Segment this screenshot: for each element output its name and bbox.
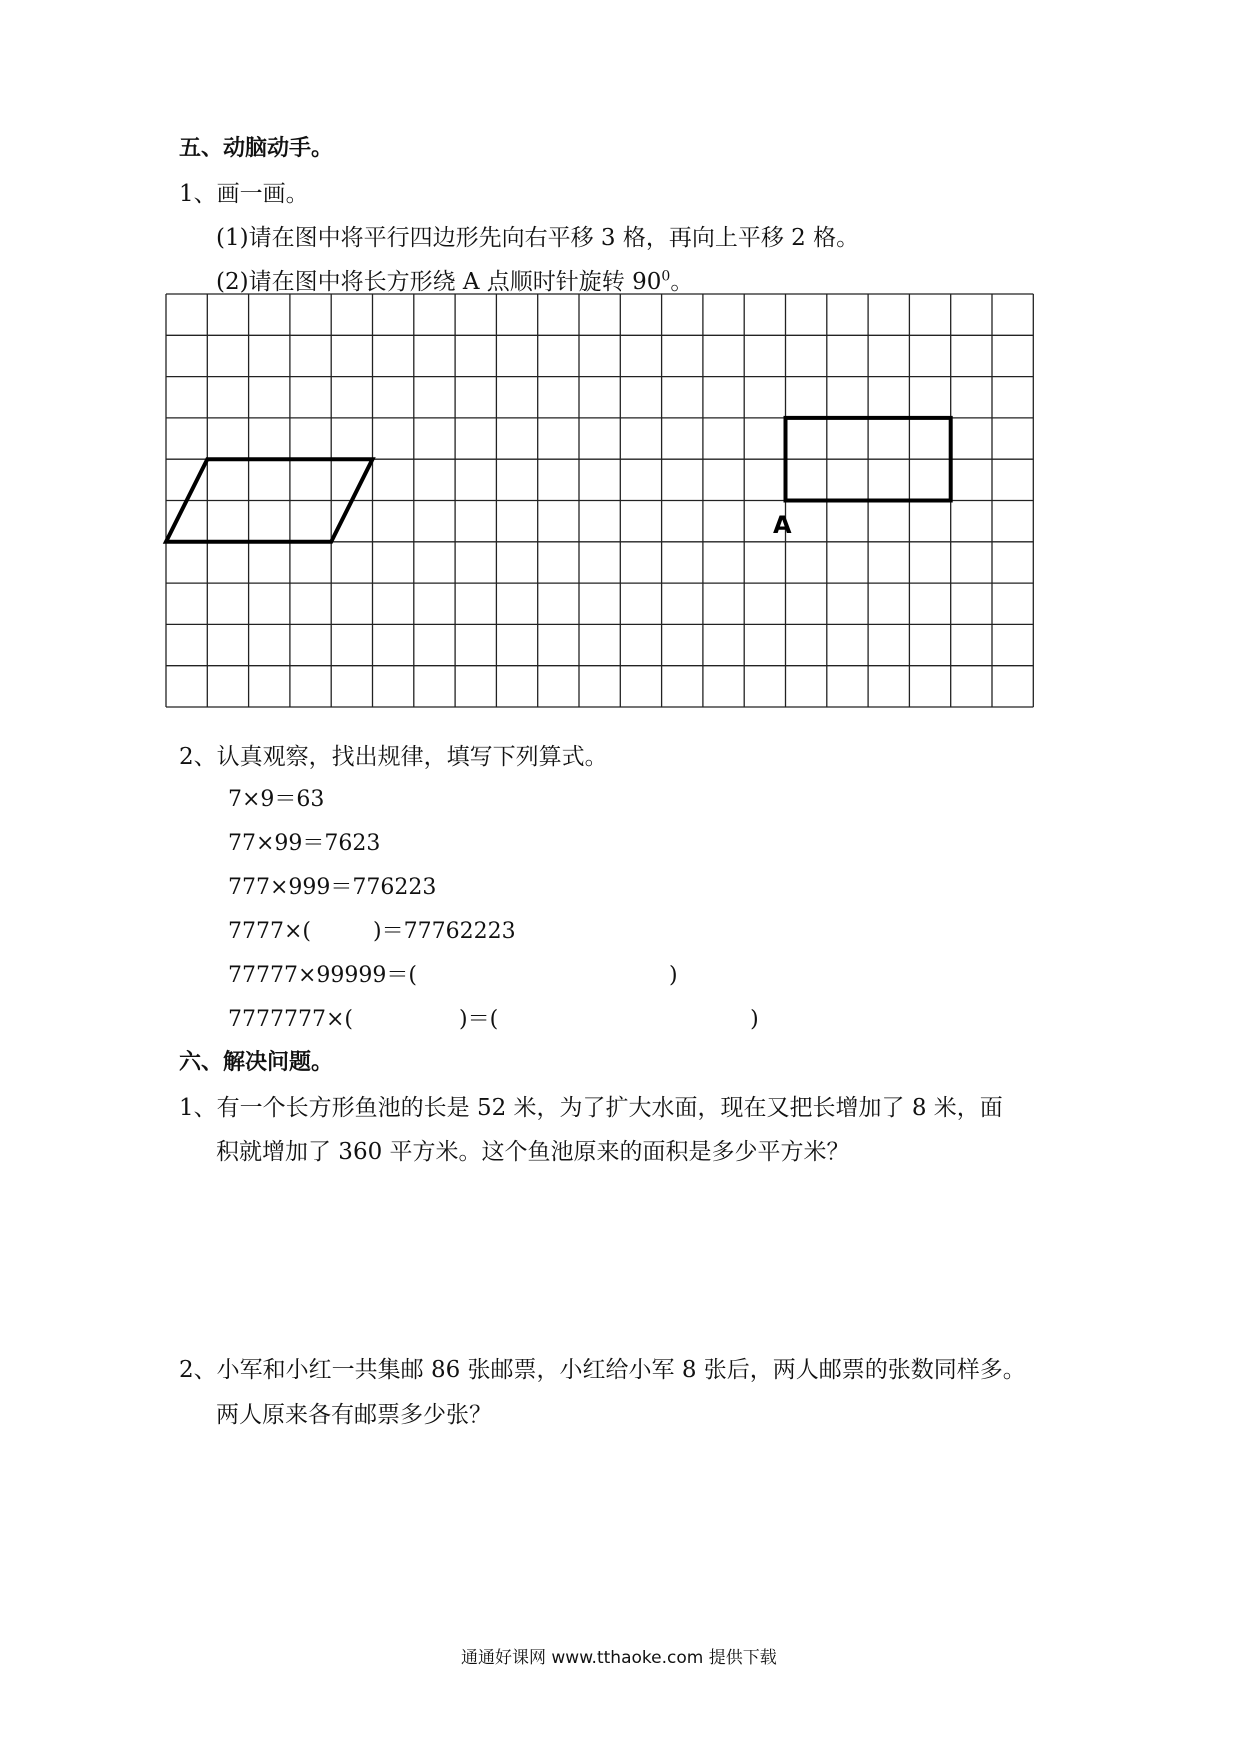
footer-credit: 通通好课网 www.tthaoke.com 提供下载 (461, 1648, 777, 1668)
problem-1-line-2: 积就增加了 360 平方米。这个鱼池原来的面积是多少平方米？ (216, 1139, 850, 1165)
problem-2-line-2: 两人原来各有邮票多少张？ (216, 1402, 492, 1428)
part-2-end: 。 (670, 269, 694, 295)
problem-2-line-1: 2、小军和小红一共集邮 86 张邮票，小红给小军 8 张后，两人邮票的张数同样多。 (179, 1357, 1026, 1383)
equation-1: 7×9＝63 (228, 787, 325, 812)
section-five-title: 五、动脑动手。 (179, 135, 334, 161)
question-2-label: 2、认真观察，找出规律，填写下列算式。 (179, 744, 608, 770)
degree-superscript: 0 (661, 268, 671, 285)
equation-2: 77×99＝7623 (228, 831, 381, 856)
point-a-label: A (773, 511, 792, 539)
equation-3: 777×999＝776223 (228, 875, 437, 900)
equation-6-right: ) (750, 1007, 759, 1032)
part-2-text: (2)请在图中将长方形绕 A 点顺时针旋转 90 (216, 269, 662, 295)
drawing-grid (0, 0, 1240, 740)
equation-5-right: ) (669, 963, 678, 988)
equation-5-left: 77777×99999＝( (228, 963, 417, 988)
equation-5 (228, 958, 678, 989)
question-1-label: 1、画一画。 (179, 181, 309, 207)
equation-6-middle: )＝( (459, 1007, 499, 1032)
equation-6 (228, 1002, 759, 1033)
equation-6-left: 7777777×( (228, 1007, 353, 1032)
question-1-part-1: (1)请在图中将平行四边形先向右平移 3 格，再向上平移 2 格。 (216, 225, 860, 251)
problem-1-line-1: 1、有一个长方形鱼池的长是 52 米，为了扩大水面，现在又把长增加了 8 米，面 (179, 1095, 1003, 1121)
section-six-title: 六、解决问题。 (179, 1049, 334, 1075)
equation-4-left: 7777×( (228, 919, 312, 944)
equation-4 (228, 914, 516, 945)
equation-4-right: )＝77762223 (373, 919, 516, 944)
